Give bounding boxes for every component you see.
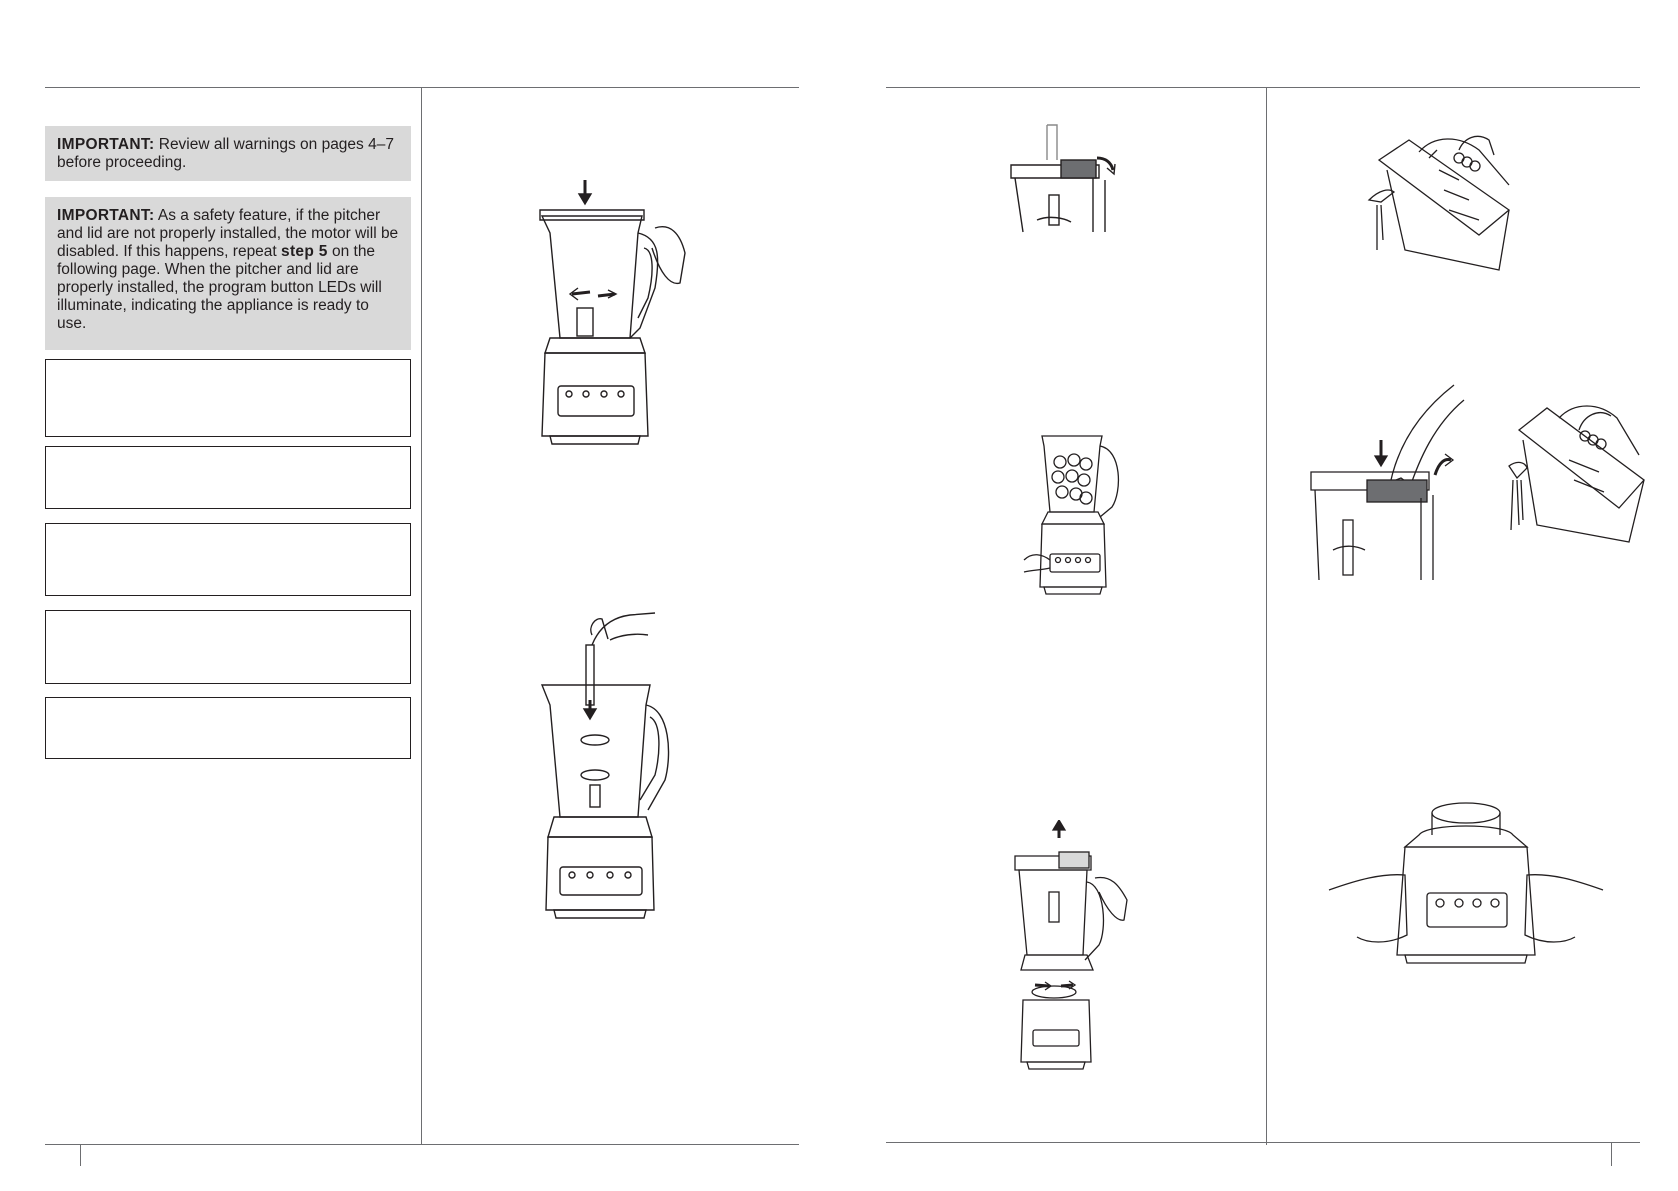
- finger-press-lid-release-icon: [1309, 380, 1469, 580]
- step-reference: step 5: [281, 243, 328, 260]
- bottom-rule: [45, 1144, 799, 1145]
- top-rule: [45, 87, 799, 88]
- safety-text-2: on the following page. When the pitcher and lid are properly installed, the program button LEDs will illuminate, indicating the appliance is ready to use.: [57, 243, 382, 332]
- important-label: IMPORTANT:: [57, 136, 155, 153]
- top-rule: [886, 87, 1640, 88]
- blender-filled-with-ice-icon: [1022, 432, 1132, 597]
- hands-holding-motor-base-icon: [1327, 795, 1605, 965]
- safety-text-1: As a safety feature, if the pitcher and lid are not properly installed, the motor will be disabled. If this happens, repeat: [57, 207, 399, 260]
- important-review-text: Review all warnings on pages 4–7 before proceeding.: [57, 136, 394, 171]
- important-review-note: [45, 126, 411, 181]
- blender-with-blade-assembly-insert-icon: [540, 605, 680, 925]
- empty-callout-box-3: [45, 523, 411, 596]
- pitcher-removal-from-base-icon: [1009, 820, 1139, 1070]
- column-divider: [1266, 87, 1267, 1145]
- bottom-rule: [886, 1142, 1640, 1143]
- pouring-pitcher-spout-open-icon: [1489, 400, 1649, 555]
- empty-callout-box-1: [45, 359, 411, 437]
- page-number-tick: [1611, 1142, 1612, 1166]
- empty-callout-box-2: [45, 446, 411, 509]
- blender-with-hand-installing-pitcher-icon: [520, 178, 690, 453]
- pouring-pitcher-lid-closed-icon: [1359, 130, 1529, 280]
- empty-callout-box-5: [45, 697, 411, 759]
- empty-callout-box-4: [45, 610, 411, 684]
- important-safety-note: [45, 197, 411, 350]
- column-divider: [421, 87, 422, 1145]
- page-number-tick: [80, 1144, 81, 1166]
- important-label: IMPORTANT:: [57, 207, 155, 224]
- pitcher-lid-handle-lift-icon: [1009, 120, 1119, 235]
- right-page: [839, 0, 1678, 1191]
